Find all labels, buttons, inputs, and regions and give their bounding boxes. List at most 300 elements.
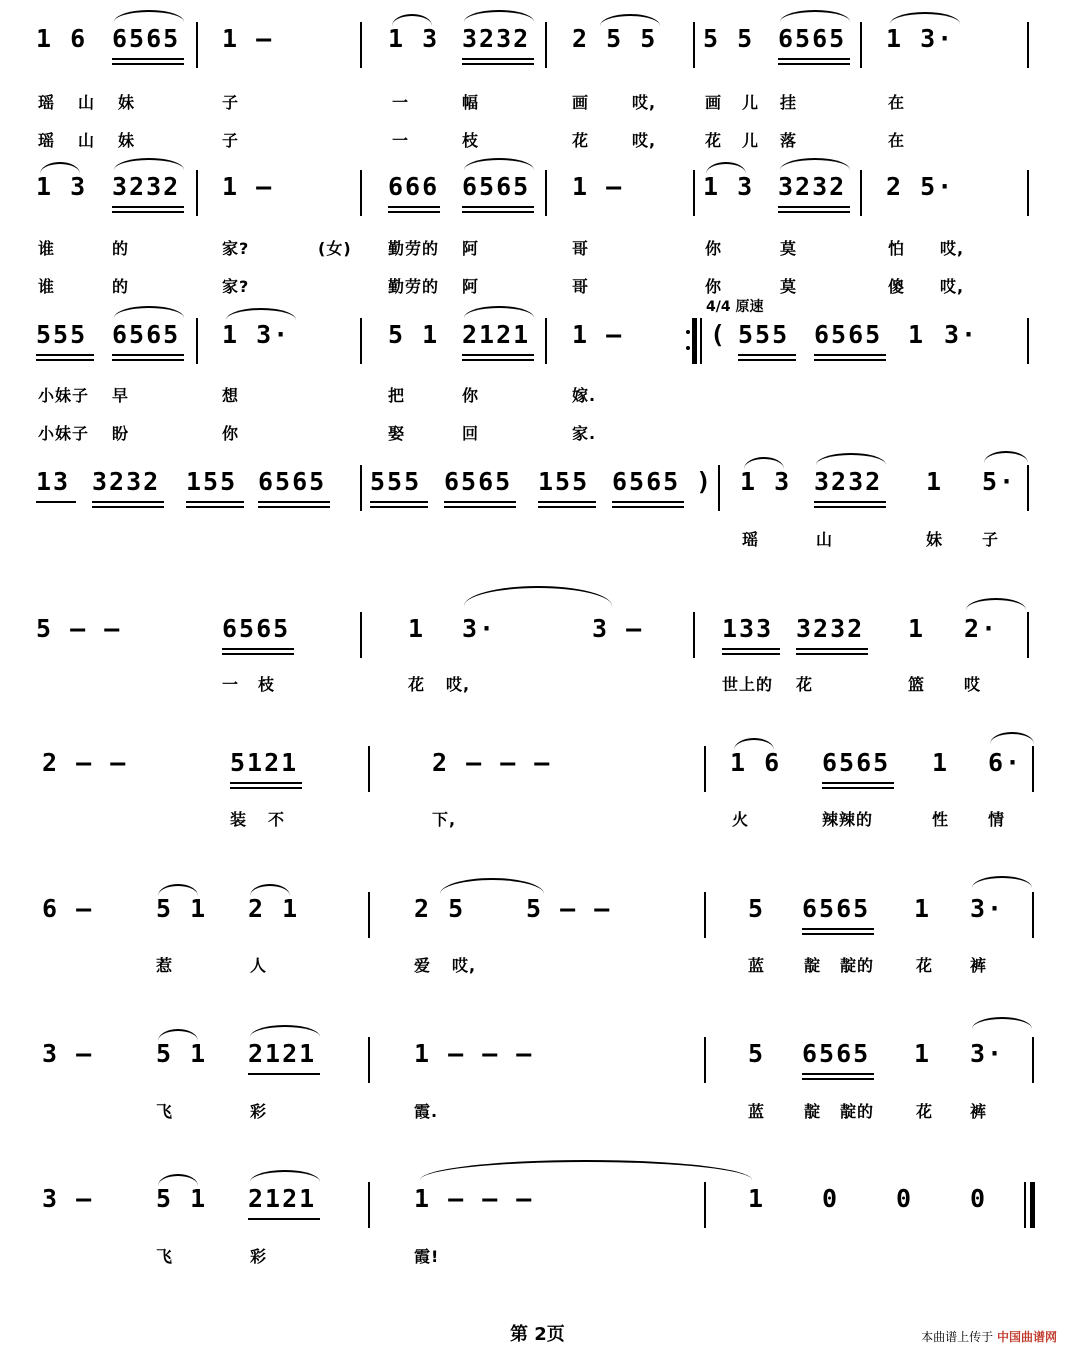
- lyric: 装: [230, 810, 248, 829]
- note-group: 5 1: [156, 894, 208, 923]
- slur: [250, 1170, 320, 1182]
- lyric: 花: [705, 131, 723, 150]
- note-group: 5 1: [156, 1184, 208, 1213]
- slur: [440, 878, 544, 894]
- barline: [704, 1182, 706, 1228]
- lyric: 花: [796, 675, 814, 694]
- slur: [734, 738, 774, 750]
- lyric: 一: [392, 93, 410, 112]
- slur: [464, 306, 534, 318]
- underline: [796, 653, 868, 655]
- note-group: 2 – – –: [432, 748, 552, 777]
- note-group: 1 –: [222, 172, 274, 201]
- note-group: 1 3·: [222, 320, 291, 349]
- underline: [802, 1078, 874, 1080]
- lyric: 回: [462, 424, 480, 443]
- lyric: 挂: [780, 93, 798, 112]
- lyric: 辣辣的: [822, 810, 874, 829]
- note-group: 6565: [258, 467, 327, 496]
- note-group: 6565: [112, 320, 181, 349]
- barline: [693, 22, 695, 68]
- barline: [368, 746, 370, 792]
- note-group: 1: [748, 1184, 766, 1213]
- note-group: 1 3: [740, 467, 792, 496]
- slur: [464, 158, 534, 170]
- note-group: 3 –: [592, 614, 644, 643]
- barline: [704, 746, 706, 792]
- lyric: 落: [780, 131, 798, 150]
- barline: [718, 465, 720, 511]
- note-group: 1 6: [36, 24, 88, 53]
- slur: [984, 451, 1028, 463]
- lyric: 盼: [112, 424, 130, 443]
- lyric: 哥: [572, 239, 590, 258]
- underline: [822, 787, 894, 789]
- lyric: 靛: [804, 956, 822, 975]
- barline: [700, 318, 702, 364]
- underline: [778, 206, 850, 208]
- underline: [258, 501, 330, 503]
- note-group: 6565: [814, 320, 883, 349]
- underline: [230, 787, 302, 789]
- underline: [92, 501, 164, 503]
- underline: [814, 359, 886, 361]
- barline: [1032, 1037, 1034, 1083]
- slur: [158, 1174, 198, 1186]
- slur: [158, 1029, 198, 1041]
- slur: [780, 10, 850, 22]
- note-group: 1 3·: [886, 24, 955, 53]
- lyric: 哎,: [940, 239, 965, 258]
- barline: [368, 1182, 370, 1228]
- slur: [972, 1017, 1032, 1029]
- lyric: 阿: [462, 239, 480, 258]
- note-group: 3·: [970, 894, 1005, 923]
- underline: [462, 58, 534, 60]
- underline: [462, 206, 534, 208]
- barline: [196, 170, 198, 216]
- lyric: 一: [392, 131, 410, 150]
- underline: [778, 211, 850, 213]
- note-group: 2121: [248, 1039, 317, 1068]
- note-group: 1: [932, 748, 950, 777]
- lyric: 把: [388, 386, 406, 405]
- underline: [222, 653, 294, 655]
- lyric: 人: [250, 956, 268, 975]
- lyric: 的: [112, 239, 130, 258]
- note-group: 1 3: [703, 172, 755, 201]
- lyric: 哎,: [940, 277, 965, 296]
- note-group: 13: [36, 467, 71, 496]
- lyric: 哎,: [452, 956, 477, 975]
- lyric: 蓝: [748, 956, 766, 975]
- note-group: 5 – –: [526, 894, 612, 923]
- barline: [704, 1037, 706, 1083]
- underline: [388, 206, 440, 208]
- note-group: 133: [722, 614, 774, 643]
- page-number: 第 2页: [510, 1324, 565, 1345]
- note-group: 1 –: [222, 24, 274, 53]
- lyric: 画: [572, 93, 590, 112]
- lyric: 你: [462, 386, 480, 405]
- tempo-mark: 4/4 原速: [706, 299, 764, 315]
- note-group: 6565: [778, 24, 847, 53]
- barline: [704, 892, 706, 938]
- note-group: 5·: [982, 467, 1017, 496]
- slur: [392, 14, 432, 26]
- underline: [444, 501, 516, 503]
- repeat-dot: [686, 330, 690, 334]
- lyric: 嫁.: [572, 386, 597, 405]
- barline: [693, 612, 695, 658]
- lyric: 蓝: [748, 1102, 766, 1121]
- barline: [545, 170, 547, 216]
- lyric: 瑶: [742, 530, 760, 549]
- note-group: 5 1: [156, 1039, 208, 1068]
- underline: [230, 782, 302, 784]
- barline: [860, 170, 862, 216]
- lyric: 不: [268, 810, 286, 829]
- underline: [36, 359, 94, 361]
- site-logo[interactable]: 中国曲谱网: [996, 1330, 1057, 1344]
- underline: [802, 928, 874, 930]
- underline: [444, 506, 516, 508]
- note-group: 3 –: [42, 1184, 94, 1213]
- final-barline: [1024, 1182, 1026, 1228]
- barline: [360, 22, 362, 68]
- note-group: 5121: [230, 748, 299, 777]
- barline: [545, 22, 547, 68]
- note-group: 555: [36, 320, 88, 349]
- lyric: 儿: [742, 93, 760, 112]
- lyric: 想: [222, 386, 240, 405]
- note-group: 3232: [778, 172, 847, 201]
- underline: [186, 506, 244, 508]
- slur: [250, 1025, 320, 1037]
- barline: [1032, 746, 1034, 792]
- barline: [196, 22, 198, 68]
- lyric: 莫: [780, 239, 798, 258]
- note-group: 1: [914, 1039, 932, 1068]
- lyric: 飞: [156, 1247, 174, 1266]
- repeat-barline: [692, 318, 697, 364]
- lyric: 怕: [888, 239, 906, 258]
- barline: [1027, 170, 1029, 216]
- lyric: 家?: [222, 277, 250, 296]
- underline: [36, 354, 94, 356]
- note-group: 1 –: [572, 172, 624, 201]
- lyric: 的: [112, 277, 130, 296]
- slur: [114, 306, 184, 318]
- note-group: 2 5: [414, 894, 466, 923]
- lyric: 傻: [888, 277, 906, 296]
- lyric: 裤: [970, 1102, 988, 1121]
- note-group: 1: [908, 614, 926, 643]
- lyric: 性: [932, 810, 950, 829]
- underline: [796, 648, 868, 650]
- lyric: 勤劳的: [388, 239, 440, 258]
- barline: [196, 318, 198, 364]
- note-group: 6565: [612, 467, 681, 496]
- note-group: 3232: [112, 172, 181, 201]
- source-prefix: 本曲谱上传于: [921, 1330, 994, 1344]
- slur: [780, 158, 850, 170]
- lyric: 彩: [250, 1247, 268, 1266]
- note-group: 1: [926, 467, 944, 496]
- lyric: 你: [705, 277, 723, 296]
- lyric: 靛的: [840, 956, 875, 975]
- underline: [612, 506, 684, 508]
- lyric: 一: [222, 675, 240, 694]
- note-group: 155: [186, 467, 238, 496]
- note-group: 6565: [444, 467, 513, 496]
- note-group: 3·: [970, 1039, 1005, 1068]
- underline: [778, 58, 850, 60]
- note-group: 6565: [802, 894, 871, 923]
- lyric: 情: [988, 810, 1006, 829]
- note-group: 5 1: [388, 320, 440, 349]
- underline: [814, 501, 886, 503]
- note-group: 555: [738, 320, 790, 349]
- underline: [112, 63, 184, 65]
- lyric: 山: [816, 530, 834, 549]
- underline: [112, 211, 184, 213]
- note-group: 3 –: [42, 1039, 94, 1068]
- lyric: 幅: [462, 93, 480, 112]
- lyric: 妹: [118, 131, 136, 150]
- underline: [112, 359, 184, 361]
- lyric: 裤: [970, 956, 988, 975]
- lyric: 山: [78, 131, 96, 150]
- lyric: 你: [705, 239, 723, 258]
- note-group: 6565: [462, 172, 531, 201]
- underline: [112, 58, 184, 60]
- underline: [462, 211, 534, 213]
- barline: [360, 318, 362, 364]
- note-group: 6565: [222, 614, 291, 643]
- note-group: 3232: [814, 467, 883, 496]
- underline: [462, 359, 534, 361]
- lyric: 哎,: [632, 131, 657, 150]
- lyric: 妹: [118, 93, 136, 112]
- underline: [462, 354, 534, 356]
- underline: [722, 653, 780, 655]
- slur: [600, 14, 660, 26]
- note-group: 1 3: [36, 172, 88, 201]
- note-group: 6565: [112, 24, 181, 53]
- note-group: 6565: [802, 1039, 871, 1068]
- barline: [368, 1037, 370, 1083]
- underline: [258, 506, 330, 508]
- lyric: 爱: [414, 956, 432, 975]
- lyric: 莫: [780, 277, 798, 296]
- underline: [92, 506, 164, 508]
- lyric: 下,: [432, 810, 457, 829]
- underline: [248, 1073, 320, 1075]
- note-group: 1 3: [388, 24, 440, 53]
- note-group: 1 6: [730, 748, 782, 777]
- lyric: 画: [705, 93, 723, 112]
- underline: [814, 354, 886, 356]
- barline: [360, 465, 362, 511]
- barline: [860, 22, 862, 68]
- slur: [464, 10, 534, 22]
- note-group: 6 –: [42, 894, 94, 923]
- lyric: 在: [888, 93, 906, 112]
- note-group: 555: [370, 467, 422, 496]
- note-group: 2 5 5: [572, 24, 658, 53]
- tie: [420, 1160, 752, 1180]
- note-group: 666: [388, 172, 440, 201]
- note-group: 3·: [462, 614, 497, 643]
- lyric: 花: [572, 131, 590, 150]
- note-group: 5: [748, 894, 766, 923]
- lyric: 哎: [964, 675, 982, 694]
- slur: [744, 457, 784, 469]
- lyric: 花: [916, 956, 934, 975]
- lyric: 瑶: [38, 93, 56, 112]
- note-group: 1: [408, 614, 426, 643]
- lyric: 谁: [38, 239, 56, 258]
- lyric: 早: [112, 386, 130, 405]
- note-group: 3·: [944, 320, 979, 349]
- lyric: 瑶: [38, 131, 56, 150]
- barline: [360, 612, 362, 658]
- lyric: 花: [408, 675, 426, 694]
- lyric: 娶: [388, 424, 406, 443]
- barline: [1027, 612, 1029, 658]
- barline: [368, 892, 370, 938]
- underline: [370, 501, 428, 503]
- repeat-dot: [686, 346, 690, 350]
- note-group: 1 – – –: [414, 1039, 534, 1068]
- lyric: 枝: [258, 675, 276, 694]
- lyric: 哎,: [446, 675, 471, 694]
- lyric: 妹: [926, 530, 944, 549]
- note-group: 5: [748, 1039, 766, 1068]
- underline: [538, 501, 596, 503]
- lyric: (女): [318, 239, 352, 258]
- lyric: 家?: [222, 239, 250, 258]
- note-group: 6·: [988, 748, 1023, 777]
- barline: [545, 318, 547, 364]
- lyric: 子: [982, 530, 1000, 549]
- lyric: 枝: [462, 131, 480, 150]
- underline: [186, 501, 244, 503]
- note-group: 3232: [462, 24, 531, 53]
- lyric: 小妹子: [38, 424, 90, 443]
- lyric: 家.: [572, 424, 597, 443]
- barline: [360, 170, 362, 216]
- underline: [222, 648, 294, 650]
- lyric: 花: [916, 1102, 934, 1121]
- lyric: 霞.: [414, 1102, 439, 1121]
- note-group: 0: [970, 1184, 988, 1213]
- lyric: 靛: [804, 1102, 822, 1121]
- lyric: 谁: [38, 277, 56, 296]
- lyric: 哥: [572, 277, 590, 296]
- lyric: 勤劳的: [388, 277, 440, 296]
- lyric: 阿: [462, 277, 480, 296]
- note-group: 1: [908, 320, 926, 349]
- underline: [822, 782, 894, 784]
- underline: [612, 501, 684, 503]
- note-group: 0: [822, 1184, 840, 1213]
- lyric: 山: [78, 93, 96, 112]
- slur: [966, 598, 1026, 610]
- lyric: 小妹子: [38, 386, 90, 405]
- paren-close: ): [696, 467, 714, 496]
- underline: [112, 206, 184, 208]
- note-group: 155: [538, 467, 590, 496]
- lyric: 世上的: [722, 675, 774, 694]
- note-group: 1: [914, 894, 932, 923]
- barline: [1032, 892, 1034, 938]
- slur: [114, 10, 184, 22]
- underline: [462, 63, 534, 65]
- barline: [1027, 465, 1029, 511]
- slur: [114, 158, 184, 170]
- note-group: 2121: [462, 320, 531, 349]
- note-group: 5 – –: [36, 614, 122, 643]
- note-group: 5 5: [703, 24, 755, 53]
- slur: [972, 876, 1032, 888]
- final-barline-thick: [1030, 1182, 1035, 1228]
- lyric: 彩: [250, 1102, 268, 1121]
- lyric: 火: [732, 810, 750, 829]
- lyric: 在: [888, 131, 906, 150]
- slur: [158, 884, 198, 896]
- lyric: 飞: [156, 1102, 174, 1121]
- note-group: 3232: [796, 614, 865, 643]
- underline: [738, 354, 796, 356]
- slur: [890, 12, 960, 24]
- lyric: 霞!: [414, 1247, 440, 1266]
- underline: [802, 933, 874, 935]
- slur: [40, 162, 80, 174]
- note-group: 6565: [822, 748, 891, 777]
- underline: [370, 506, 428, 508]
- note-group: 3232: [92, 467, 161, 496]
- paren-open: (: [710, 320, 728, 349]
- lyric: 儿: [742, 131, 760, 150]
- slur: [706, 162, 746, 174]
- note-group: 1 – – –: [414, 1184, 534, 1213]
- underline: [248, 1218, 320, 1220]
- slur: [226, 308, 296, 320]
- slur: [816, 453, 886, 465]
- note-group: 2 5·: [886, 172, 955, 201]
- note-group: 0: [896, 1184, 914, 1213]
- underline: [802, 1073, 874, 1075]
- underline: [738, 359, 796, 361]
- underline: [36, 501, 76, 503]
- source-credit: [921, 1328, 1057, 1345]
- note-group: 2·: [964, 614, 999, 643]
- barline: [1027, 22, 1029, 68]
- barline: [693, 170, 695, 216]
- lyric: 子: [222, 131, 240, 150]
- underline: [814, 506, 886, 508]
- lyric: 哎,: [632, 93, 657, 112]
- lyric: 靛的: [840, 1102, 875, 1121]
- note-group: 1 –: [572, 320, 624, 349]
- underline: [388, 211, 440, 213]
- note-group: 2121: [248, 1184, 317, 1213]
- slur: [990, 732, 1034, 744]
- underline: [538, 506, 596, 508]
- lyric: 你: [222, 424, 240, 443]
